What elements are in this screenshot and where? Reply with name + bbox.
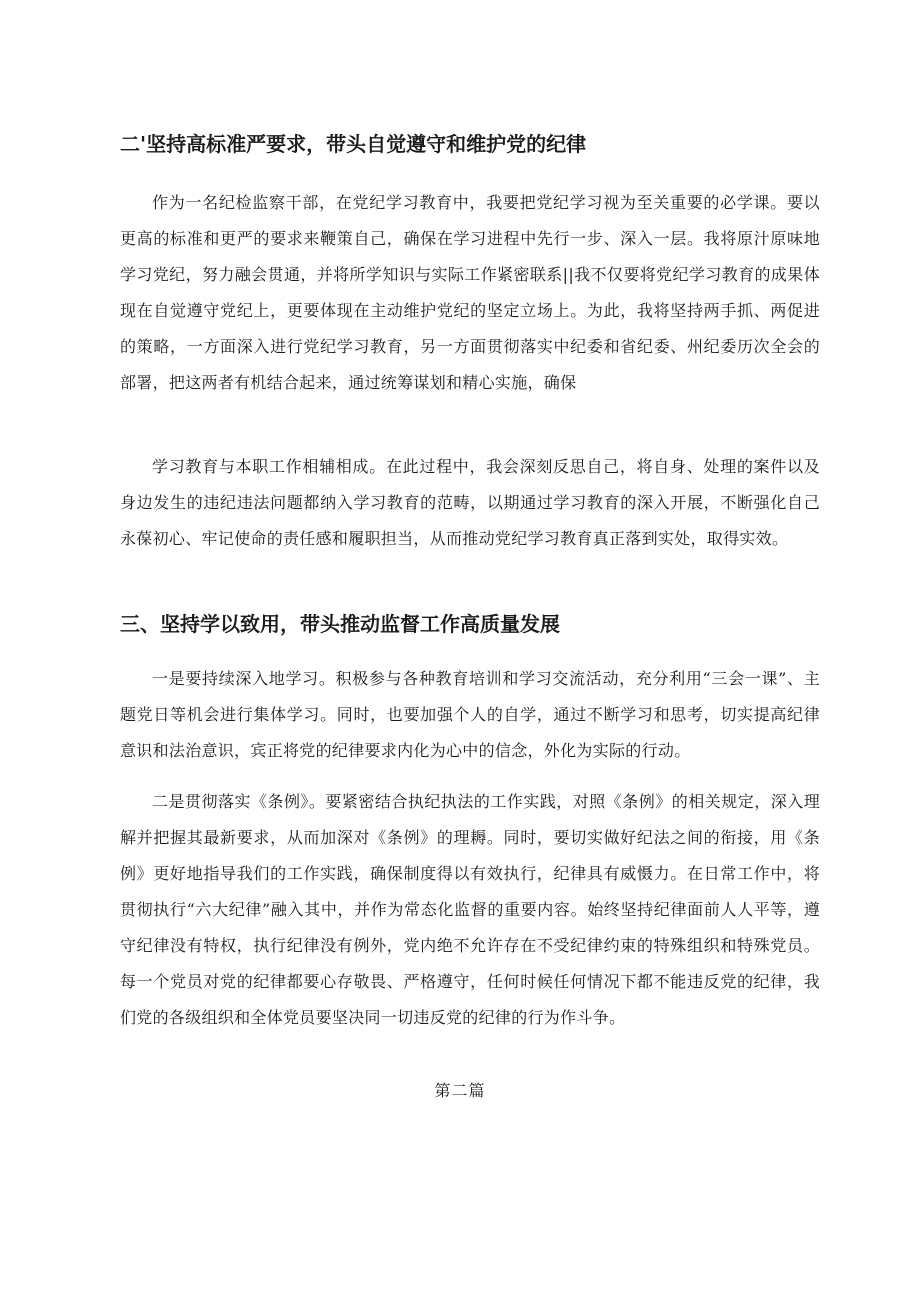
paragraph-implement-regulations: 二是贯彻落实《条例》。要紧密结合执纪执法的工作实践，对照《条例》的相关规定，深入理解并把握其最新要求，从而加深对《条例》的理耨。同时，要切实做好纪法之间的衔接，用《条例》更好地指导我们的工作实践，确保制度得以有效执行，纪律具有威慑力。在日常工作中，将贯彻执行“六大纪律”融入其中，并作为常态化监督的重要内容。始终坚持纪律面前人人平等，遵守纪律没有特权，执行纪律没有例外，党内绝不允许存在不受纪律约束的特殊组织和特殊党员。每一个党员对党的纪律都要心存敬畏、严格遵守，任何时候任何情况下都不能违反党的纪律，我们党的各级组织和全体党员要坚决同一切违反党的纪律的行为作斗争。 [120, 792, 820, 1027]
section-heading-two: 二'坚持高标准严要求，带头自觉遵守和维护党的纪律 [120, 132, 587, 156]
next-section-label: 第二篇 [434, 1081, 486, 1100]
paragraph-continuous-learning: 一是要持续深入地学习。积极参与各种教育培训和学习交流活动，充分利用“三会一课”、主题党日等机会进行集体学习。同时，也要加强个人的自学，通过不断学习和思考，切实提高纪律意识和法治意识，宾正将党的纪律要求内化为心中的信念，外化为实际的行动。 [120, 669, 820, 760]
paragraph-discipline-study: 作为一名纪检监察干部，在党纪学习教育中，我要把党纪学习视为至关重要的必学课。要以更高的标准和更严的要求来鞭策自己，确保在学习进程中先行一步、深入一层。我将原汁原味地学习党纪，努力融会贯通，并将所学知识与实际工作紧密联系||我不仅要将党纪学习教育的成果体现在自觉遵守党纪上，更要体现在主动维护党纪的坚定立场上。为此，我将坚持两手抓、两促进的策略，一方面深入进行党纪学习教育，另一方面贯彻落实中纪委和省纪委、州纪委历次全会的部署，把这两者有机结合起来，通过统筹谋划和精心实施，确保 [120, 193, 820, 392]
paragraph-study-and-work: 学习教育与本职工作相辅相成。在此过程中，我会深刻反思自己，将自身、处理的案件以及身边发生的违纪违法问题都纳入学习教育的范畴，以期通过学习教育的深入开展，不断强化自己永葆初心、牢记使命的责任感和履职担当，从而推动党纪学习教育真正落到实处，取得实效。 [120, 457, 820, 548]
section-heading-three: 三、坚持学以致用，带头推动监督工作高质量发展 [120, 612, 560, 636]
